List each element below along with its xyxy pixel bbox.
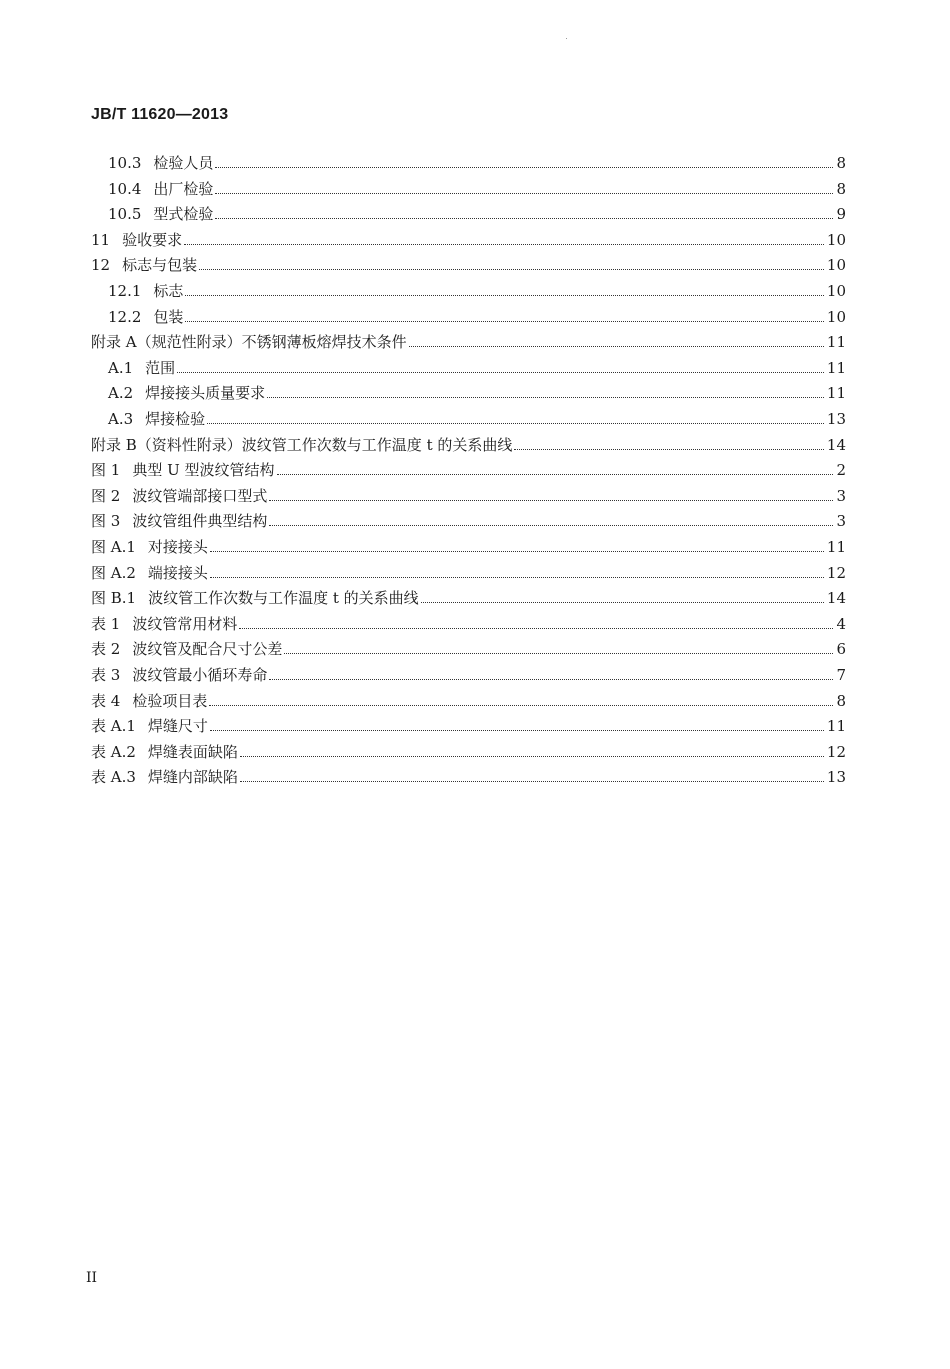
- toc-entry-page: 10: [826, 307, 846, 326]
- toc-leader-dots: [239, 628, 833, 629]
- toc-leader-dots: [210, 577, 824, 578]
- toc-entry-title: 焊接接头质量要求: [145, 384, 266, 403]
- toc-entry-title: （资料性附录）波纹管工作次数与工作温度 t 的关系曲线: [136, 435, 513, 454]
- toc-entry-title: 波纹管组件典型结构: [132, 512, 268, 531]
- toc-entry-title: 波纹管端部接口型式: [132, 486, 268, 505]
- toc-entry[interactable]: [108, 406, 846, 428]
- toc-entry-number: 11: [91, 230, 111, 249]
- toc-entry-number: A.2: [108, 384, 134, 403]
- toc-entry[interactable]: [108, 201, 846, 223]
- toc-entry-number: 表 4: [91, 691, 121, 710]
- toc-leader-dots: [184, 244, 824, 245]
- toc-entry-page: 8: [836, 691, 846, 710]
- toc-entry-title: 检验项目表: [132, 691, 208, 710]
- toc-entry[interactable]: [91, 483, 846, 505]
- toc-entry-page: 8: [836, 179, 846, 198]
- toc-entry[interactable]: [91, 611, 846, 633]
- page-number: II: [86, 1270, 98, 1286]
- toc-entry[interactable]: [91, 739, 846, 761]
- toc-leader-dots: [277, 474, 834, 475]
- toc-entry-page: 3: [836, 486, 846, 505]
- toc-entry-number: 12.1: [108, 282, 142, 300]
- toc-entry[interactable]: [91, 457, 846, 479]
- toc-entry[interactable]: [108, 150, 846, 172]
- toc-entry-page: 7: [836, 666, 846, 684]
- toc-entry-page: 11: [826, 333, 846, 352]
- toc-entry-number: 12.2: [108, 307, 142, 326]
- toc-entry-number: 表 A.2: [91, 742, 136, 761]
- toc-leader-dots: [185, 321, 823, 322]
- toc-leader-dots: [421, 602, 824, 603]
- toc-entry-number: 图 1: [91, 461, 121, 480]
- toc-entry-page: 11: [826, 358, 846, 377]
- toc-entry-number: 12: [91, 256, 111, 275]
- toc-entry-page: 10: [826, 256, 846, 275]
- toc-leader-dots: [514, 449, 824, 450]
- toc-entry-title: 波纹管及配合尺寸公差: [132, 640, 283, 659]
- toc-entry[interactable]: [91, 662, 846, 684]
- toc-entry-number: 图 2: [91, 486, 121, 505]
- toc-entry-page: 11: [826, 384, 846, 403]
- toc-entry-number: 附录 A: [91, 333, 137, 352]
- toc-leader-dots: [199, 269, 824, 270]
- toc-entry-page: 2: [836, 461, 846, 480]
- toc-leader-dots: [177, 372, 824, 373]
- toc-leader-dots: [269, 679, 833, 680]
- toc-leader-dots: [267, 397, 824, 398]
- toc-leader-dots: [284, 653, 833, 654]
- toc-entry-number: 10.4: [108, 179, 142, 198]
- toc-entry-number: 表 2: [91, 640, 121, 659]
- toc-entry-title: 波纹管工作次数与工作温度 t 的关系曲线: [148, 589, 419, 608]
- toc-entry-title: 标志与包装: [122, 256, 198, 275]
- toc-entry-number: 表 1: [91, 614, 121, 633]
- toc-entry-number: 附录 B: [91, 435, 137, 454]
- toc-entry-title: 检验人员: [153, 154, 214, 172]
- toc-entry-number: 表 A.1: [91, 717, 136, 736]
- toc-leader-dots: [240, 781, 824, 782]
- toc-entry-page: 11: [826, 717, 846, 736]
- toc-entry-page: 4: [836, 614, 846, 633]
- toc-entry-number: 图 3: [91, 512, 121, 531]
- toc-entry-title: （规范性附录）不锈钢薄板熔焊技术条件: [136, 333, 407, 352]
- toc-entry-page: 13: [826, 410, 846, 428]
- toc-leader-dots: [210, 730, 824, 731]
- toc-entry[interactable]: [91, 508, 846, 530]
- toc-leader-dots: [269, 500, 833, 501]
- document-id: JB/T 11620—2013: [91, 106, 229, 123]
- toc-entry-page: 13: [826, 768, 846, 787]
- toc-entry-title: 对接接头: [147, 538, 208, 556]
- toc-entry-title: 包装: [153, 307, 184, 326]
- toc-entry-number: 10.3: [108, 154, 142, 172]
- toc-entry[interactable]: [91, 560, 846, 582]
- toc-entry[interactable]: [91, 764, 846, 786]
- toc-entry[interactable]: [108, 355, 846, 377]
- toc-entry-title: 焊缝内部缺陷: [147, 768, 238, 787]
- toc-leader-dots: [215, 193, 833, 194]
- toc-entry-page: 8: [836, 154, 846, 172]
- scan-speck: [566, 38, 567, 39]
- toc-entry[interactable]: [91, 432, 846, 454]
- toc-entry-page: 14: [826, 435, 846, 454]
- toc-entry-number: 表 3: [91, 666, 121, 684]
- toc-entry-number: 图 A.1: [91, 538, 136, 556]
- toc-entry-title: 型式检验: [153, 205, 214, 224]
- toc-entry[interactable]: [91, 585, 846, 607]
- toc-entry[interactable]: [91, 252, 846, 274]
- toc-entry-number: A.1: [108, 358, 134, 377]
- toc-entry[interactable]: [91, 227, 846, 249]
- toc-entry-title: 典型 U 型波纹管结构: [132, 461, 275, 480]
- toc-entry[interactable]: [91, 688, 846, 710]
- toc-leader-dots: [209, 705, 833, 706]
- toc-entry-title: 焊缝尺寸: [147, 717, 208, 736]
- toc-entry-page: 10: [826, 230, 846, 249]
- toc-entry-number: 图 A.2: [91, 563, 136, 582]
- toc-leader-dots: [240, 756, 824, 757]
- toc-leader-dots: [207, 423, 824, 424]
- toc-entry[interactable]: [108, 176, 846, 198]
- toc-entry-page: 12: [826, 563, 846, 582]
- toc-entry-page: 9: [836, 205, 846, 224]
- toc-entry-number: 10.5: [108, 205, 142, 224]
- toc-entry-number: 图 B.1: [91, 589, 137, 608]
- toc-entry-page: 6: [836, 640, 846, 659]
- toc-entry-title: 出厂检验: [153, 179, 214, 198]
- toc-entry[interactable]: [91, 636, 846, 658]
- toc-entry[interactable]: [91, 534, 846, 556]
- toc-entry-page: 10: [826, 282, 846, 300]
- toc-entry-title: 范围: [145, 358, 176, 377]
- toc-entry-number: 表 A.3: [91, 768, 136, 787]
- toc-entry-page: 14: [826, 589, 846, 608]
- toc-leader-dots: [210, 551, 824, 552]
- toc-leader-dots: [185, 295, 823, 296]
- toc-entry-title: 波纹管常用材料: [132, 614, 238, 633]
- toc-leader-dots: [215, 167, 833, 168]
- toc-entry-page: 3: [836, 512, 846, 531]
- toc-entry[interactable]: [108, 304, 846, 326]
- toc-entry-title: 焊接检验: [145, 410, 206, 428]
- toc-entry-number: A.3: [108, 410, 134, 428]
- toc-leader-dots: [215, 218, 833, 219]
- toc-entry[interactable]: [91, 713, 846, 735]
- toc-leader-dots: [269, 525, 833, 526]
- toc-entry-page: 11: [826, 538, 846, 556]
- toc-entry-page: 12: [826, 742, 846, 761]
- toc-entry[interactable]: [108, 278, 846, 300]
- toc-entry[interactable]: [108, 380, 846, 402]
- toc-entry-title: 波纹管最小循环寿命: [132, 666, 268, 684]
- toc-entry-title: 标志: [153, 282, 184, 300]
- toc-entry-title: 焊缝表面缺陷: [147, 742, 238, 761]
- toc-leader-dots: [409, 346, 824, 347]
- toc-entry[interactable]: [91, 329, 846, 351]
- toc-entry-title: 端接接头: [147, 563, 208, 582]
- toc-entry-title: 验收要求: [122, 230, 183, 249]
